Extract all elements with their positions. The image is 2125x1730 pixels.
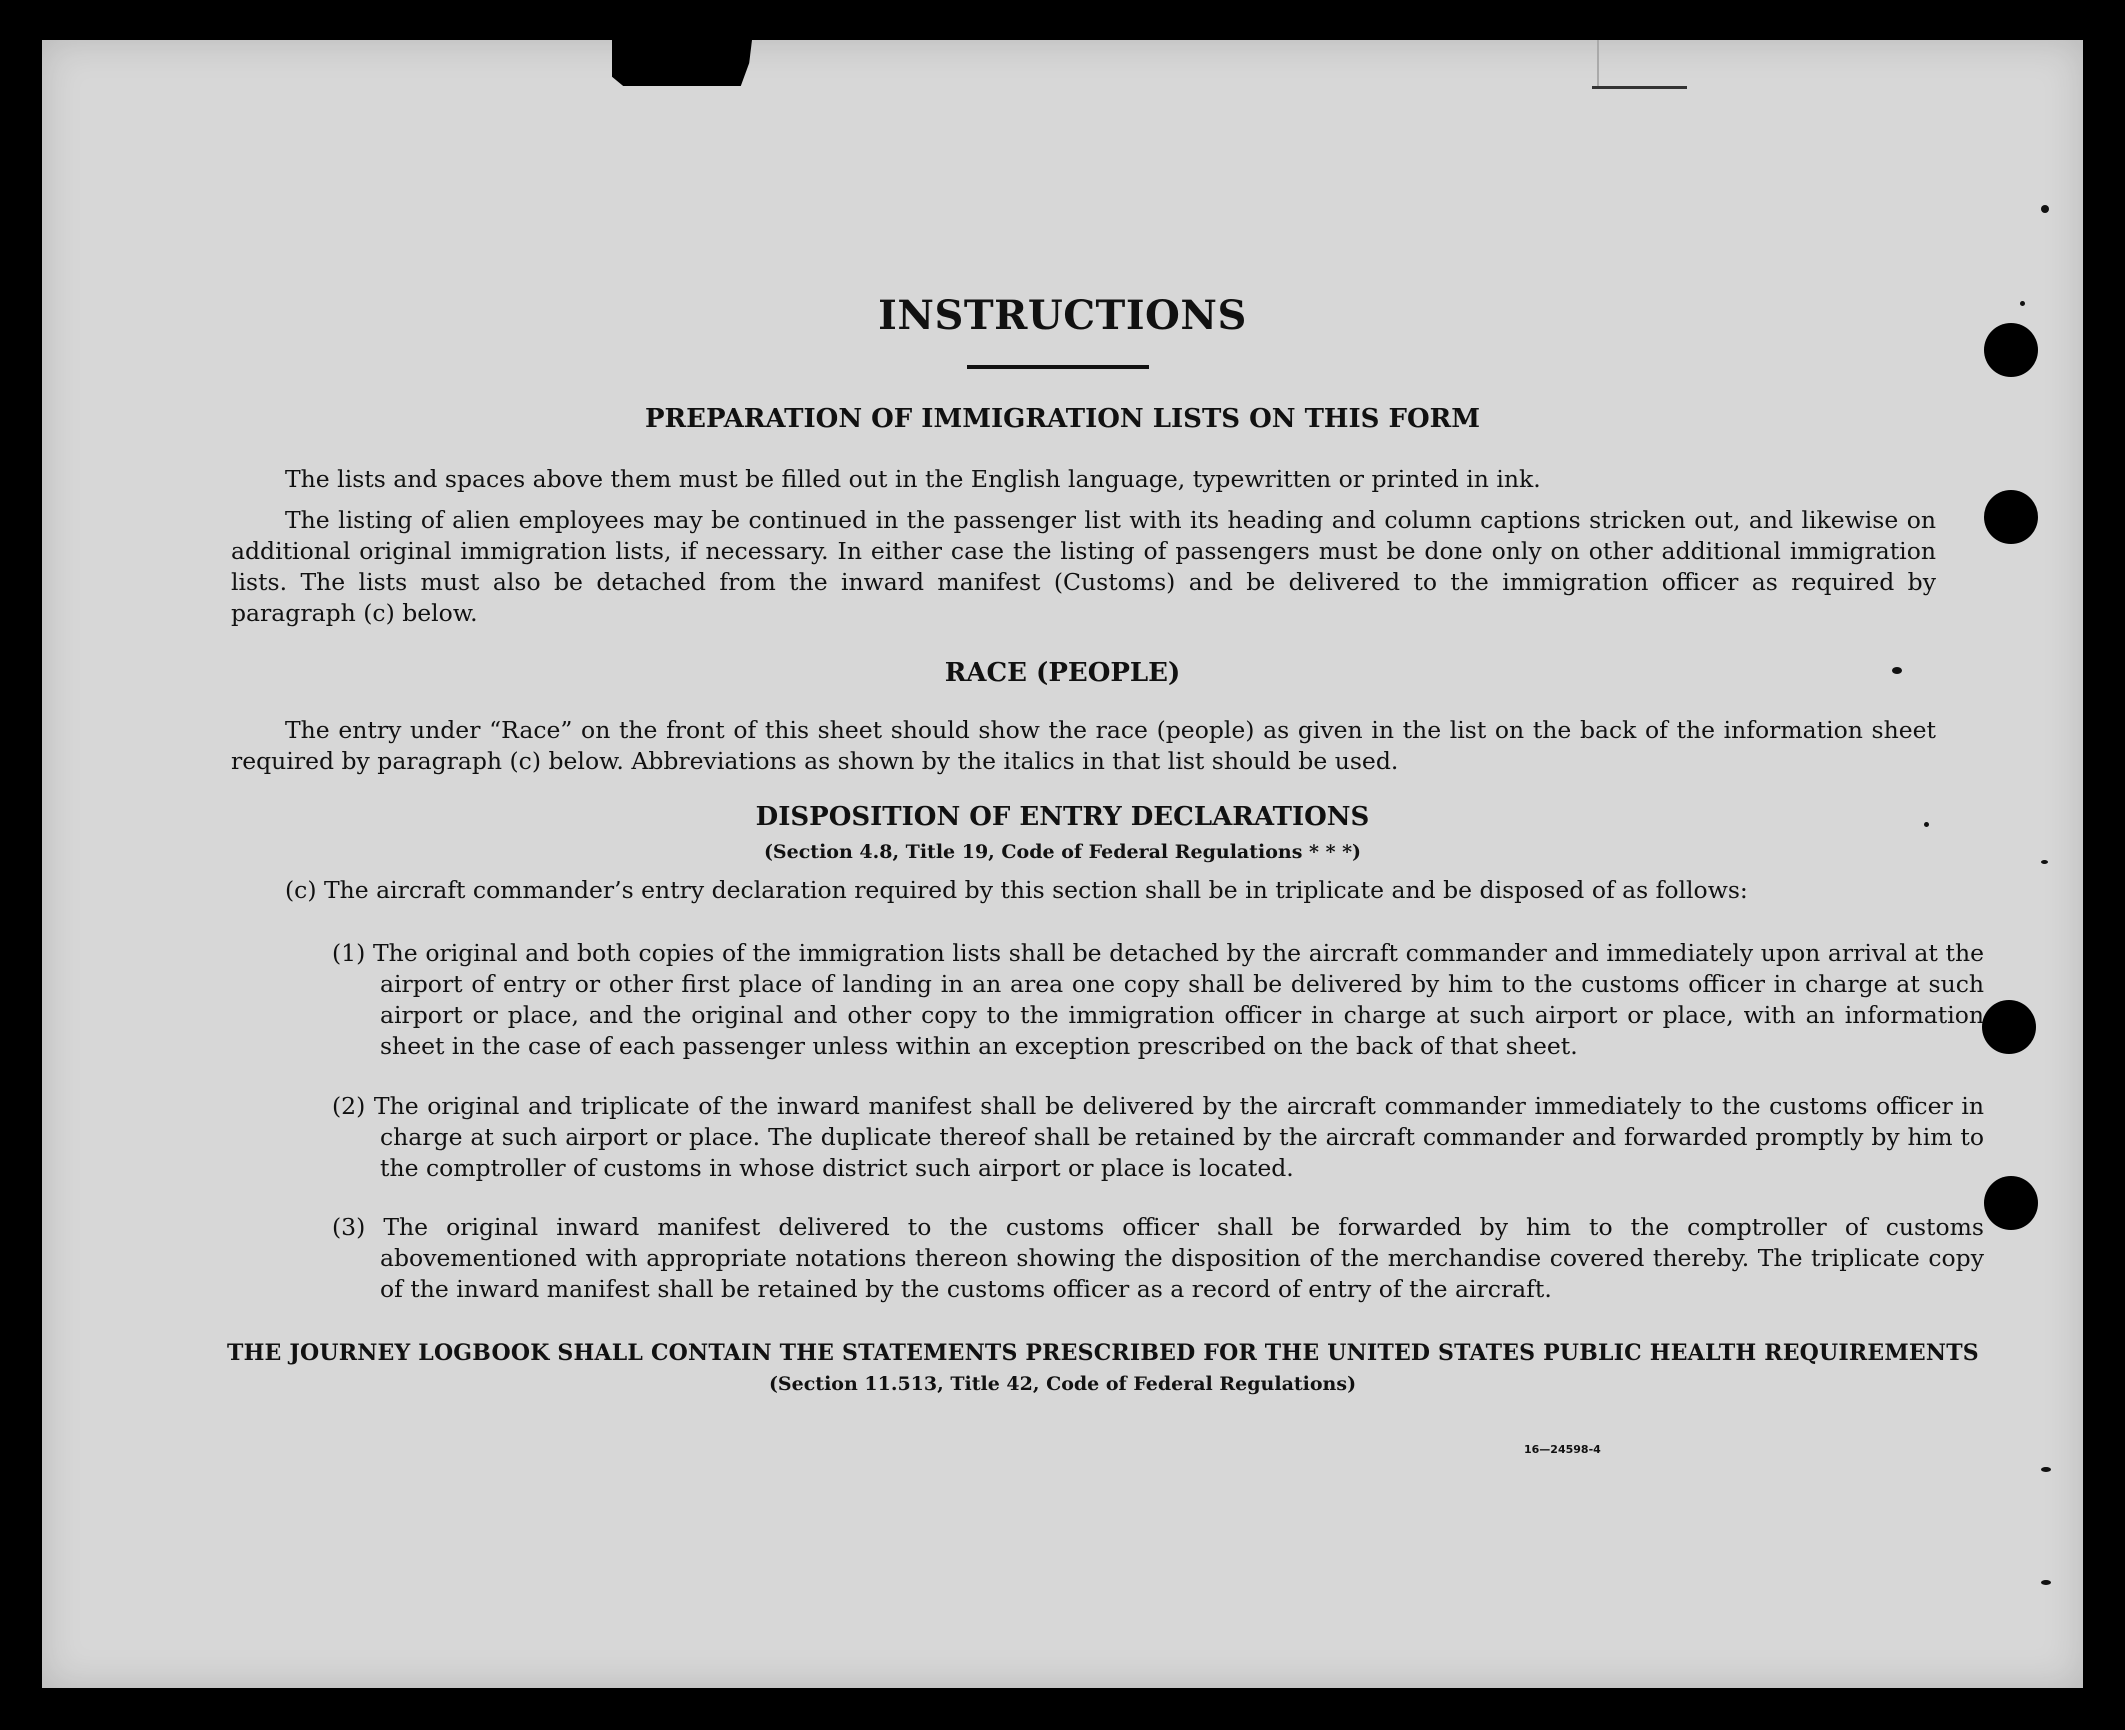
section-heading-race: RACE (PEOPLE) [944, 658, 1181, 688]
binder-hole [1984, 490, 2038, 544]
paragraph-preparation-2: The listing of alien employees may be continued in the passenger list with its heading and column captions stricken out, and likewise on additional original immigration lists, if necessary. In either case the listing of passengers must be done only on other additional immigration lists. The lists must also be detached from the inward manifest (Customs) and be delivered to the immigration officer as required by paragraph (c) below. [231, 506, 1936, 627]
torn-tab [612, 40, 752, 86]
section-heading-disposition: DISPOSITION OF ENTRY DECLARATIONS [755, 802, 1370, 832]
binder-hole [1984, 1176, 2038, 1230]
footer-reference: (Section 11.513, Title 42, Code of Federal Regulations) [768, 1373, 1357, 1395]
corner-mark [1592, 86, 1687, 89]
speck [2041, 1467, 2051, 1472]
binder-hole [1982, 1000, 2036, 1054]
speck [2041, 205, 2049, 213]
page-title: INSTRUCTIONS [878, 292, 1247, 339]
title-underline [967, 365, 1149, 369]
section-heading-preparation: PREPARATION OF IMMIGRATION LISTS ON THIS FORM [645, 404, 1480, 434]
document-sheet [42, 40, 2083, 1688]
paragraph-preparation-1: The lists and spaces above them must be filled out in the English language, typewritten or printed in ink. [285, 465, 1541, 493]
list-item: (3) The original inward manifest delivered to the customs officer shall be forwarded by him to the comptroller of customs abovementioned with appropriate notations thereon showing the disposition of the merchandise covered thereby. The triplicate copy of the inward manifest shall be retained by the customs officer as a record of entry of the aircraft. [332, 1213, 1984, 1303]
paragraph-disposition-intro: (c) The aircraft commander’s entry declaration required by this section shall be in triplicate and be disposed of as follows: [285, 876, 1748, 904]
form-number: 16—24598-4 [1524, 1443, 1601, 1456]
list-item: (2) The original and triplicate of the inward manifest shall be delivered by the aircraft commander immediately to the customs officer in charge at such airport or place. The duplicate thereof shall be retained by the aircraft commander and forwarded promptly by him to the comptroller of customs in whose district such airport or place is located. [332, 1092, 1984, 1182]
speck [2041, 1580, 2051, 1585]
paragraph-race: The entry under “Race” on the front of this sheet should show the race (people) as given in the list on the back of the information sheet required by paragraph (c) below. Abbreviations as shown by the italics in that list should be used. [231, 716, 1936, 775]
fold-mark [1597, 40, 1599, 86]
section-reference-disposition: (Section 4.8, Title 19, Code of Federal Regulations * * *) [763, 841, 1362, 863]
footer-statement: THE JOURNEY LOGBOOK SHALL CONTAIN THE STATEMENTS PRESCRIBED FOR THE UNITED STATES PUBLIC HEALTH REQUIREMENTS [227, 1340, 1979, 1366]
list-item: (1) The original and both copies of the immigration lists shall be detached by the aircraft commander and immediately upon arrival at the airport of entry or other first place of landing in an area one copy shall be delivered by him to the customs officer in charge at such airport or place, and the original and other copy to the immigration officer in charge at such airport or place, with an information sheet in the case of each passenger unless within an exception prescribed on the back of that sheet. [332, 939, 1984, 1060]
